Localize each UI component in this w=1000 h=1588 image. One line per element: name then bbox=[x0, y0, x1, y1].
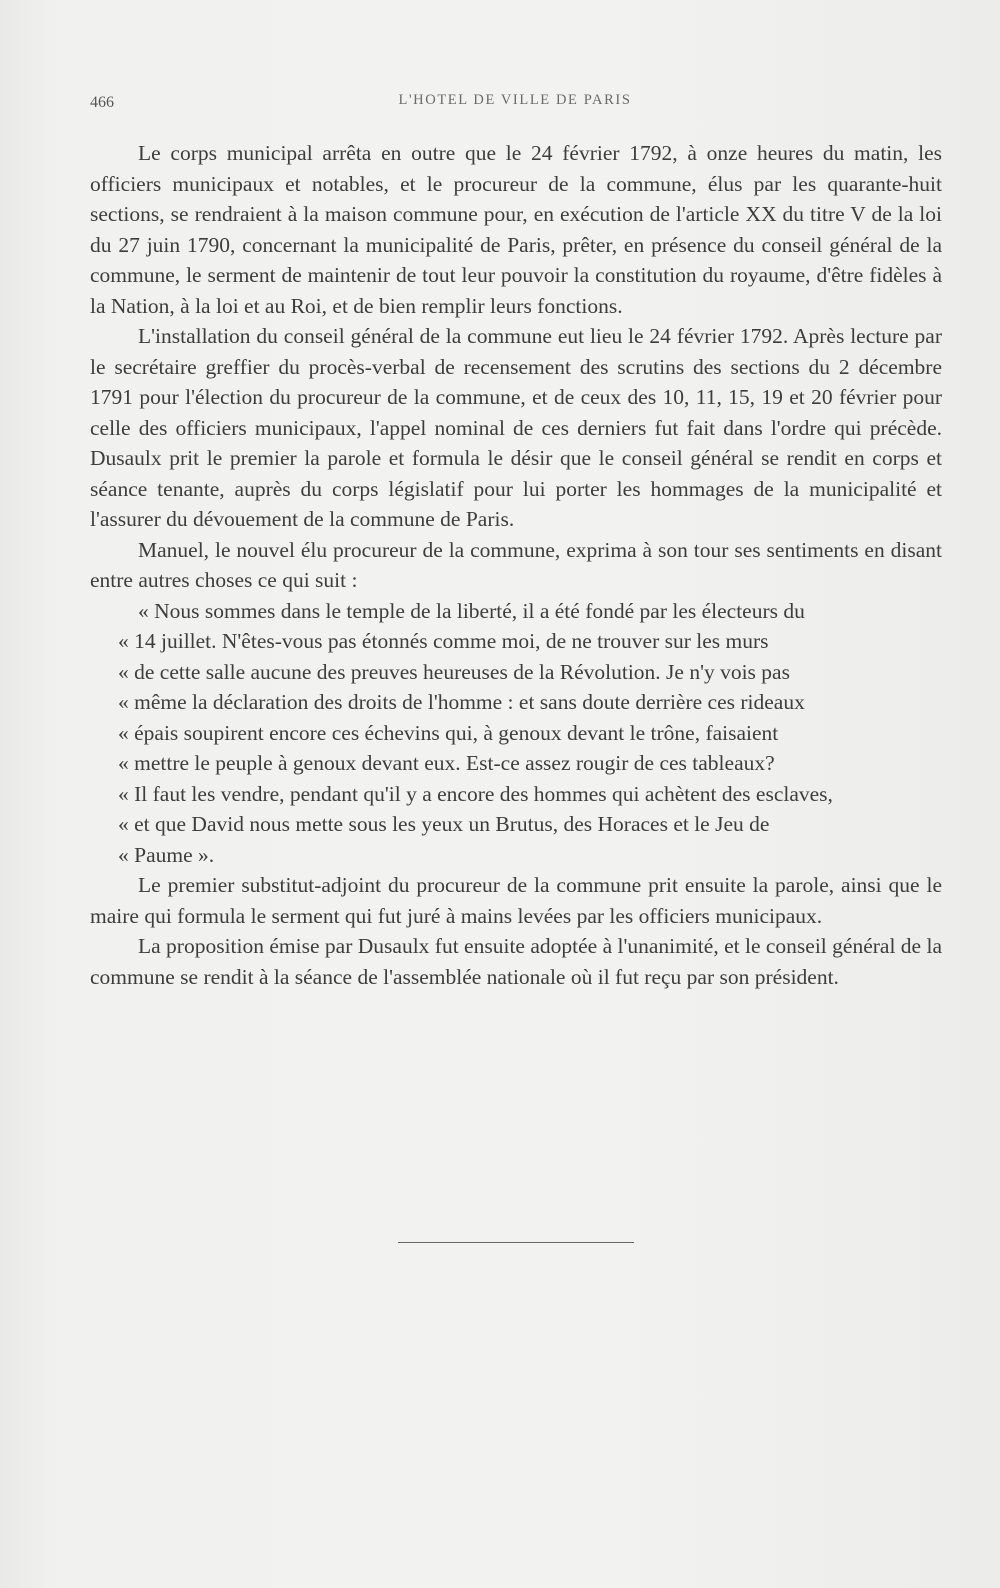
body-text bbox=[90, 138, 942, 992]
paragraph: Le premier substitut-adjoint du procureur de la commune prit ensuite la parole, ainsi que le maire qui formula le serment qui fut juré à mains levées par les officiers municipaux. bbox=[90, 873, 942, 928]
page-number: 466 bbox=[90, 94, 114, 111]
quote-line: « épais soupirent encore ces échevins qui, à genoux devant le trône, faisaient bbox=[118, 720, 779, 745]
section-rule bbox=[398, 1242, 634, 1243]
running-head bbox=[90, 88, 940, 112]
quote-line: « 14 juillet. N'êtes-vous pas étonnés comme moi, de ne trouver sur les murs bbox=[118, 629, 769, 653]
running-title: L'HOTEL DE VILLE DE PARIS bbox=[398, 92, 632, 108]
quote-line: « Il faut les vendre, pendant qu'il y a encore des hommes qui achètent des esclaves, bbox=[118, 781, 833, 806]
quote-line: « même la déclaration des droits de l'homme : et sans doute derrière ces rideaux bbox=[118, 690, 805, 714]
paragraph: Manuel, le nouvel élu procureur de la commune, exprima à son tour ses sentiments en disant entre autres choses ce qui suit : bbox=[90, 537, 942, 592]
quote-line: « Paume ». bbox=[118, 842, 215, 867]
quote-line: « Nous sommes dans le temple de la liberté, il a été fondé par les électeurs du bbox=[138, 598, 805, 623]
paragraph: La proposition émise par Dusaulx fut ensuite adoptée à l'unanimité, et le conseil général de la commune se rendit à la séance de l'assemblée nationale où il fut reçu par son président. bbox=[90, 934, 942, 989]
quote-line: « mettre le peuple à genoux devant eux. Est-ce assez rougir de ces tableaux? bbox=[118, 751, 775, 775]
quote-line: « de cette salle aucune des preuves heureuses de la Révolution. Je n'y vois pas bbox=[118, 659, 790, 684]
quotation bbox=[90, 596, 942, 871]
paragraph: L'installation du conseil général de la commune eut lieu le 24 février 1792. Après lecture par le secrétaire greffier du procès-verbal de recensement des scrutins des sections du 2 décembre 1791 pour l'élection du procureur de la commune, et de ceux des 10, 11, 15, 19 et 20 février pour celle des officiers municipaux, l'appel nominal de ces derniers fut fait dans l'ordre qui précède. Dusaulx prit le premier la parole et formula le désir que le conseil général se rendit en corps et séance tenante, auprès du corps législatif pour lui porter les hommages de la municipalité et l'assurer du dévouement de la commune de Paris. bbox=[90, 324, 942, 531]
paragraph: Le corps municipal arrêta en outre que le 24 février 1792, à onze heures du matin, les officiers municipaux et notables, et le procureur de la commune, élus par les quarante-huit sections, se rendraient à la maison commune pour, en exécution de l'article XX du titre V de la loi du 27 juin 1790, concernant la municipalité de Paris, prêter, en présence du conseil général de la commune, le serment de maintenir de tout leur pouvoir la constitution du royaume, d'être fidèles à la Nation, à la loi et au Roi, et de bien remplir leurs fonctions. bbox=[90, 141, 942, 318]
quote-line: « et que David nous mette sous les yeux un Brutus, des Horaces et le Jeu de bbox=[118, 812, 770, 836]
